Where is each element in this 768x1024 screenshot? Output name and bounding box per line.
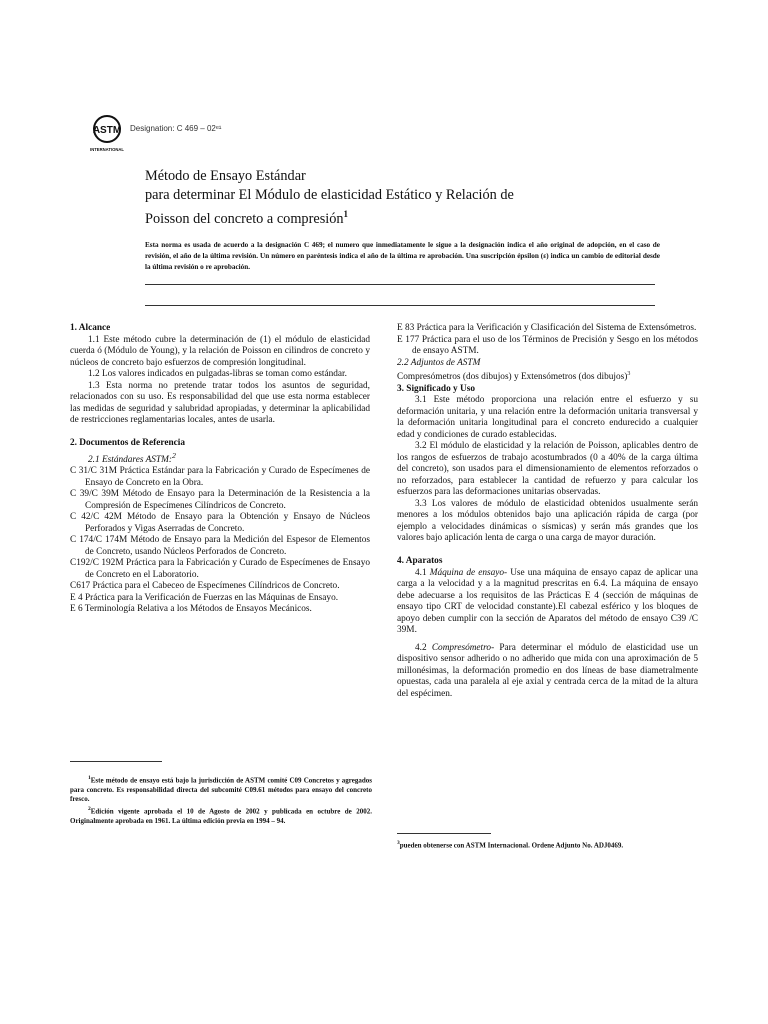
footnotes-left <box>70 774 372 826</box>
left-column <box>70 323 370 616</box>
adoption-notice: Esta norma es usada de acuerdo a la designación C 469; el numero que inmediatamente le sigue a la designación indica el año original de adopción, en el caso de revisión, el año de la última revisión. Un número en paréntesis indica el año de la última re aprobación. Una suscripción épsilon (ε) indica un cambio de editorial desde la última revisión o re aprobación. <box>145 241 660 271</box>
reference-item: C 42/C 42M Método de Ensayo para la Obtención y Ensayo de Núcleos Perforados y Vigas Aserradas de Concreto. <box>70 512 370 534</box>
subsection-heading: 2.2 Adjuntos de ASTM <box>397 357 481 368</box>
astm-logo <box>90 114 124 154</box>
divider-rule <box>145 305 655 306</box>
paragraph: 3.3 Los valores de módulo de elasticidad obtenidos usualmente serán menores a los módulos obtenidos bajo una aplicación rápida de carga (por ejemplo a velocidades dinámicas o sísmicas) y serán más grandes que los valores bajo aplicación lenta de carga o una carga de mayor duración. <box>397 498 698 544</box>
right-column <box>397 323 698 700</box>
title-footnote-mark: 1 <box>343 209 349 219</box>
svg-text:ASTM: ASTM <box>92 125 122 136</box>
reference-list <box>70 466 370 616</box>
reference-item: E 83 Práctica para la Verificación y Clasificación del Sistema de Extensómetros. <box>397 323 697 333</box>
reference-item: C 39/C 39M Método de Ensayo para la Determinación de la Resistencia a la Compresión de Especímenes Cilíndricos de Concreto. <box>70 489 370 511</box>
paragraph: 1.1 Este método cubre la determinación de (1) el módulo de elasticidad cuerda ó (Módulo de Young), y la relación de Poisson en cilindros de concreto y núcleos de concreto bajo esfuerzos de compresión longitudinal. <box>70 334 370 368</box>
footnotes-right <box>397 839 698 851</box>
title-line-1: Método de Ensayo Estándar <box>145 168 306 184</box>
section-heading-apparatus: 4. Aparatos <box>397 556 443 567</box>
paragraph: 3.1 Este método proporciona una relación entre el esfuerzo y su deformación unitaria, y una relación entre la deformación unitaria transversal y la deformación unitaria longitudinal para el concreto endurecido a cualquier edad y condiciones de curado establecidas. <box>397 395 698 440</box>
reference-item: E 6 Terminología Relativa a los Métodos de Ensayos Mecánicos. <box>70 604 312 615</box>
paragraph: 1.2 Los valores indicados en pulgadas-libras se toman como estándar. <box>88 369 347 379</box>
subsection-heading: 2.1 Estándares ASTM:$^2$ <box>88 450 176 465</box>
paragraph: 3.2 El módulo de elasticidad y la relación de Poisson, aplicables dentro de los rangos de esfuerzos de trabajo acostumbrados (0 a 40% de la carga última del concreto), son usados para el dimensionamiento de elementos reforzados o no reforzados, para establecer la cantidad de refuerzo y para calcular los esfuerzos para las deformaciones unitarias observadas. <box>397 441 698 498</box>
section-heading-scope: 1. Alcance <box>70 323 111 333</box>
title-line-3: Poisson del concreto a compresión$^1$ <box>145 209 349 227</box>
footnote-1: $^1$Este método de ensayo está bajo la jurisdicción de ASTM comité C09 Concretos y agregados para concreto. Es responsabilidad directa del subcomité C09.61 métodos para ensayo del concreto fresco. <box>70 775 372 804</box>
paragraph: 1.3 Esta norma no pretende tratar todos los asuntos de seguridad, relacionados con su uso. Es responsabilidad del que use esta norma establecer las medidas de seguridad y salubridad apropiadas, y determinar la aplicabilidad de restricciones reglamentarias locales, antes de usarla. <box>70 380 370 425</box>
footnote-rule <box>70 761 162 762</box>
footnote-3: $^3$pueden obtenerse con ASTM Internacional. Ordene Adjunto No. ADJ0469. <box>397 840 624 850</box>
footnote-2: $^2$Edición vigente aprobada el 10 de Agosto de 2002 y publicada en octubre de 2002. Originalmente aprobada en 1961. La última edición previa en 1994 – 94. <box>70 805 372 825</box>
paragraph: 4.1 Máquina de ensayo- Use una máquina de ensayo capaz de aplicar una carga a la velocidad y a la magnitud prescritas en 6.4. La máquina de ensayo debe adecuarse a los requisitos de las Prácticas E 4 (sección de máquinas de ensayo tipo CRT de velocidad constante).El cabezal esférico y los bloques de apoyo deben cumplir con la sección de Aparatos del método de ensayo C39 /C 39M. <box>397 567 698 636</box>
document-title <box>145 167 665 229</box>
reference-item: E 4 Práctica para la Verificación de Fuerzas en las Máquinas de Ensayo. <box>70 592 339 603</box>
reference-item: C 174/C 174M Método de Ensayo para la Medición del Espesor de Elementos de Concreto, usando Núcleos Perforados de Concreto. <box>70 535 370 557</box>
divider-rule <box>145 284 655 285</box>
designation-label: Designation: C 469 – 02ᵉ¹ <box>130 124 222 133</box>
title-line-2: para determinar El Módulo de elasticidad Estático y Relación de <box>145 187 514 203</box>
reference-item: C617 Práctica para el Cabeceo de Especímenes Cilíndricos de Concreto. <box>70 581 340 592</box>
section-heading-references: 2. Documentos de Referencia <box>70 438 185 448</box>
section-heading-significance: 3. Significado y Uso <box>397 383 476 394</box>
paragraph: Compresómetros (dos dibujos) y Extensómetros (dos dibujos)$^3$ <box>397 371 631 383</box>
svg-text:INTERNATIONAL: INTERNATIONAL <box>90 147 124 152</box>
reference-item: C 31/C 31M Práctica Estándar para la Fabricación y Curado de Especímenes de Ensayo de Concreto en la Obra. <box>70 466 370 488</box>
reference-item: C192/C 192M Práctica para la Fabricación y Curado de Especímenes de Ensayo de Concreto en el Laboratorio. <box>70 558 370 580</box>
paragraph: 4.2 Compresómetro- Para determinar el módulo de elasticidad use un dispositivo sensor adherido o no adherido que mida con una aproximación de 5 millonésimas, la deformación promedio en dos líneas de base diametralmente opuestas, cada una paralela al eje axial y centrada cerca de la mitad de la altura del espécimen. <box>397 642 698 699</box>
reference-item: E 177 Práctica para el uso de los Términos de Precisión y Sesgo en los métodos de ensayo ASTM. <box>397 334 698 356</box>
footnote-rule <box>397 833 491 834</box>
